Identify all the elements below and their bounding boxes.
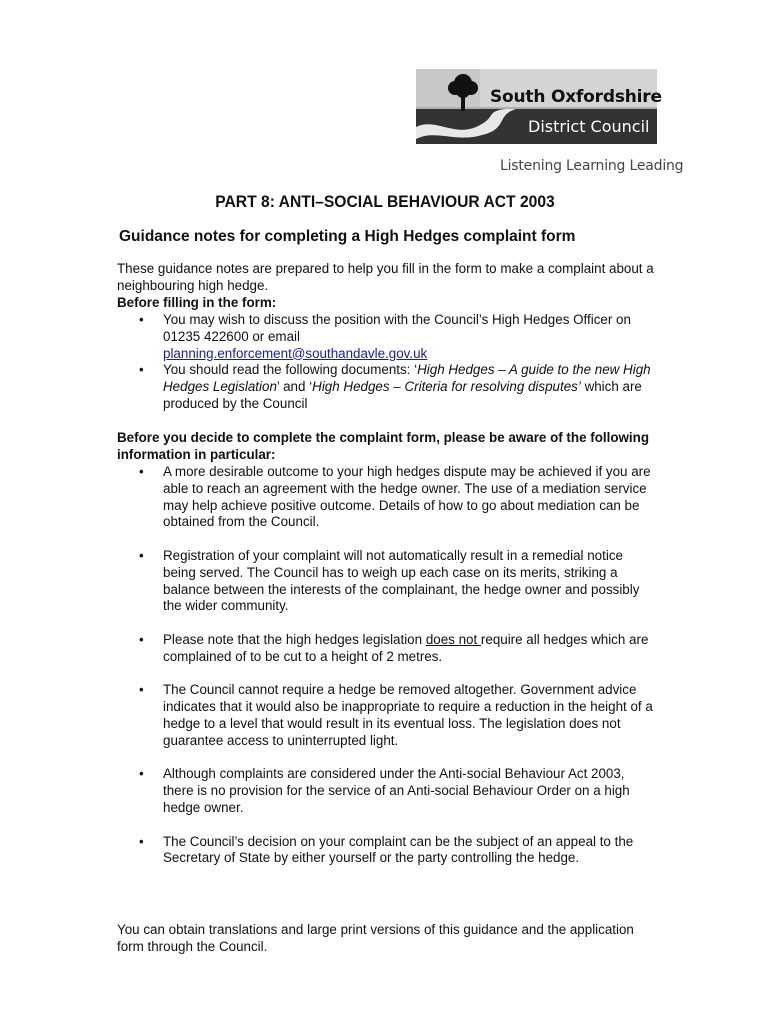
underlined-text: does not — [425, 631, 481, 647]
list-item — [117, 464, 657, 531]
email-link[interactable]: planning.enforcement@southandavle.gov.uk — [163, 345, 428, 361]
list-item-text: A more desirable outcome to your high hedges dispute may be achieved if you are able to reach an agreement with the hedge owner. The use of a mediation service may help achieve positive outcome. Details of how to go about mediation can be obtained from the Council. — [163, 464, 651, 530]
list-item-text: Please note that the high hedges legislation — [163, 631, 426, 647]
page-subtitle: Guidance notes for completing a High Hedges complaint form — [119, 228, 576, 245]
bullet-icon: • — [139, 682, 144, 698]
bullet-icon: • — [139, 362, 144, 378]
closing-paragraph: You can obtain translations and large print versions of this guidance and the application form through the Council. — [117, 922, 634, 954]
logo-tagline: Listening Learning Leading — [500, 158, 684, 174]
bullet-icon: • — [139, 312, 144, 327]
intro-paragraph: These guidance notes are prepared to help you fill in the form to make a complaint about a neighbouring high hedge. — [117, 261, 654, 293]
list-item-text: The Council cannot require a hedge be removed altogether. Government advice indicates that it would also be inappropriate to require a reduction in the height of a hedge to a level that would result in its eventual loss. The legislation does not guarantee access to uninterrupted light. — [163, 682, 653, 748]
list-item-text: ’ and ‘ — [276, 379, 313, 395]
list-item — [117, 766, 657, 816]
document-title: High Hedges – Criteria for resolving disputes’ — [312, 379, 581, 395]
list-item-text: Registration of your complaint will not automatically result in a remedial notice being served. The Council has to weigh up each case on its merits, striking a balance between the interests of the complainant, the hedge owner and possibly the wider community. — [163, 547, 640, 614]
list-item-text: You may wish to discuss the position with the Council’s High Hedges Officer on 01235 422600 or email — [163, 312, 631, 344]
list-item-text: which are produced by the Council — [163, 379, 642, 411]
list-item — [117, 834, 657, 868]
bullet-icon: • — [139, 631, 144, 647]
list-item — [117, 682, 657, 749]
list-item — [117, 548, 657, 615]
aware-heading: Before you decide to complete the complaint form, please be aware of the following information in particular: — [117, 430, 649, 462]
aware-list — [117, 464, 657, 884]
bullet-icon: • — [139, 547, 144, 563]
before-heading: Before filling in the form: — [117, 295, 277, 310]
list-item-text: You should read the following documents: ‘ — [163, 362, 418, 378]
list-item — [117, 632, 657, 666]
list-item — [117, 362, 657, 412]
document-title: High Hedges – A guide to the new High Hedges Legislation — [163, 362, 651, 395]
list-item-text: Although complaints are considered under the Anti-social Behaviour Act 2003, there is no provision for the service of an Anti-social Behaviour Order on a high hedge owner. — [163, 766, 630, 815]
council-logo — [416, 69, 662, 144]
logo-org-sub: District Council — [528, 117, 650, 136]
logo-org-name: South Oxfordshire — [490, 87, 662, 107]
bullet-icon: • — [139, 464, 144, 479]
list-item — [117, 312, 657, 362]
before-list — [117, 312, 657, 413]
list-item-text: require all hedges which are complained of to be cut to a height of 2 metres. — [163, 631, 649, 664]
bullet-icon: • — [139, 766, 144, 782]
bullet-icon: • — [139, 833, 144, 849]
list-item-text: The Council’s decision on your complaint can be the subject of an appeal to the Secretary of State by either yourself or the party controlling the hedge. — [163, 833, 634, 866]
page-title: PART 8: ANTI–SOCIAL BEHAVIOUR ACT 2003 — [215, 192, 555, 211]
